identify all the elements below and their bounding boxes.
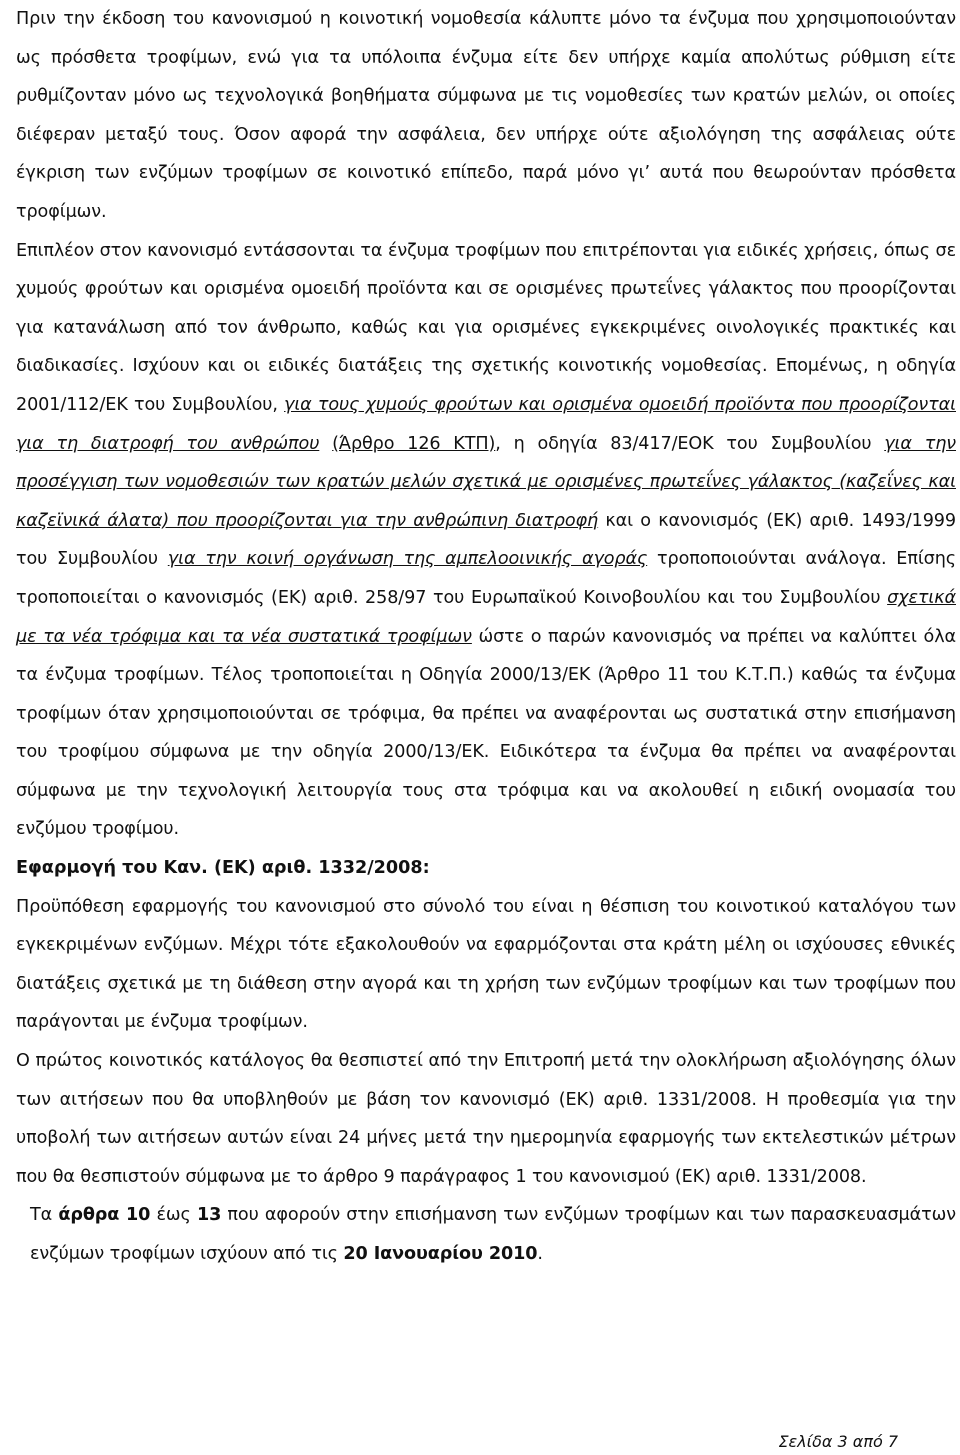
italic-title-novel-foods-regulation: σχετικά με τα νέα τρόφιμα και τα νέα συστατικά τροφίμων [16,587,956,647]
italic-title-fruit-juice-directive: για τους χυμούς φρούτων και ορισμένα ομοειδή προϊόντα που προορίζονται για τη διατροφή του ανθρώπου [16,394,956,454]
text-run: και ο κανονισμός (ΕΚ) αριθ. 1493/1999 του Συμβουλίου [16,510,956,570]
paragraph-labelling-articles [16,1196,956,1273]
paragraph-special-uses [16,232,956,850]
text-run [319,434,332,454]
paragraph-first-list: Ο πρώτος κοινοτικός κατάλογος θα θεσπιστεί από την Επιτροπή μετά την ολοκλήρωση αξιολόγησης όλων των αιτήσεων που θα υποβληθούν με βάση τον κανονισμό (ΕΚ) αριθ. 1331/2008. Η προθεσμία για την υποβολή των αιτήσεων αυτών είναι 24 μήνες μετά την ημερομηνία εφαρμογής των εκτελεστικών μέτρων που θα θεσπιστούν σύμφωνα με το άρθρο 9 παράγραφος 1 του κανονισμού (ΕΚ) αριθ. 1331/2008. [16,1051,956,1187]
text-run: Επιπλέον στον κανονισμό εντάσσονται τα ένζυμα τροφίμων που επιτρέπονται για ειδικές χρήσεις, όπως σε χυμούς φρούτων και ορισμένα ομοειδή προϊόντα και σε ορισμένες πρωτεΐνες γάλακτος που προορίζονται για κατανάλωση από τον άνθρωπο, καθώς και για ορισμένες εγκεκριμένες οινολογικές πρακτικές και διαδικασίες. Ισχύουν και οι ειδικές διατάξεις της σχετικής κοινοτικής νομοθεσίας. Επομένως, η οδηγία 2001/112/ΕΚ του Συμβουλίου, [16,240,956,415]
paragraph-intro: Πριν την έκδοση του κανονισμού η κοινοτική νομοθεσία κάλυπτε μόνο τα ένζυμα που χρησιμοποιούνταν ως πρόσθετα τροφίμων, ενώ για τα υπόλοιπα ένζυμα είτε δεν υπήρχε καμία απολύτως ρύθμιση είτε ρυθμίζονταν μόνο ως τεχνολογικά βοηθήματα σύμφωνα με τις νομοθεσίες των κρατών μελών, οι οποίες διέφεραν μεταξύ τους. Όσον αφορά την ασφάλεια, δεν υπήρχε ούτε αξιολόγηση της ασφάλειας ούτε έγκριση των ενζύμων τροφίμων σε κοινοτικό επίπεδο, παρά μόνο γι’ αυτά που θεωρούνταν πρόσθετα τροφίμων. [16,9,956,222]
paragraph-application-condition: Προϋπόθεση εφαρμογής του κανονισμού στο σύνολό του είναι η θέσπιση του κοινοτικού καταλόγου των εγκεκριμένων ενζύμων. Μέχρι τότε εξακολουθούν να εφαρμόζονται στα κράτη μέλη οι ισχύουσες εθνικές διατάξεις σχετικά με τη διάθεση στην αγορά και τη χρήση των ενζύμων τροφίμων και των τροφίμων που παράγονται με ένζυμα τροφίμων. [16,896,956,1033]
document-page [16,0,956,1274]
section-heading: Εφαρμογή του Καν. (ΕΚ) αριθ. 1332/2008: [16,858,430,879]
text-run: ώστε ο παρών κανονισμός να πρέπει να καλύπτει όλα τα ένζυμα τροφίμων. Τέλος τροποποιείται η Οδηγία 2000/13/ΕΚ (Άρθρο 11 του Κ.Τ.Π.) καθώς τα ένζυμα τροφίμων όταν χρησιμοποιούνται σε τρόφιμα, θα πρέπει να αναφέρονται ως συστατικά στην επισήμανση του τροφίμου σύμφωνα με την οδηγία 2000/13/ΕΚ. Ειδικότερα τα ένζυμα θα πρέπει να αναφέρονται σύμφωνα με την τεχνολογική λειτουργία τους στα τρόφιμα και να ακολουθεί η ειδική ονομασία του ενζύμου τροφίμου. [16,626,956,840]
article-reference-link[interactable]: (Άρθρο 126 ΚΤΠ) [332,433,496,454]
italic-title-milk-proteins-directive: για την προσέγγιση των νομοθεσιών των κρατών μελών σχετικά με ορισμένες πρωτεΐνες γάλακτος (καζεΐνες και καζεϊνικά άλατα) που προορίζονται για την ανθρώπινη διατροφή [16,433,956,531]
text-run: που αφορούν στην επισήμανση των ενζύμων τροφίμων και των παρασκευασμάτων ενζύμων τροφίμων ισχύουν από τις [30,1205,956,1264]
bold-article-number: 13 [196,1205,222,1226]
italic-title-wine-market-regulation: για την κοινή οργάνωση της αμπελοοινικής αγοράς [167,549,648,570]
page-number-footer: Σελίδα 3 από 7 [778,1432,898,1451]
text-run: . [537,1244,543,1264]
text-run: , η οδηγία 83/417/ΕΟΚ του Συμβουλίου [495,433,885,454]
bold-date: 20 Ιανουαρίου 2010 [343,1244,538,1264]
text-run: τροποποιούνται ανάλογα. Επίσης τροποποιείται ο κανονισμός (ΕΚ) αριθ. 258/97 του Ευρωπαϊκού Κοινοβουλίου και του Συμβουλίου [16,549,956,608]
bold-articles: άρθρα 10 [58,1205,151,1226]
text-run: έως [150,1205,197,1226]
text-run: Τα [30,1205,59,1226]
